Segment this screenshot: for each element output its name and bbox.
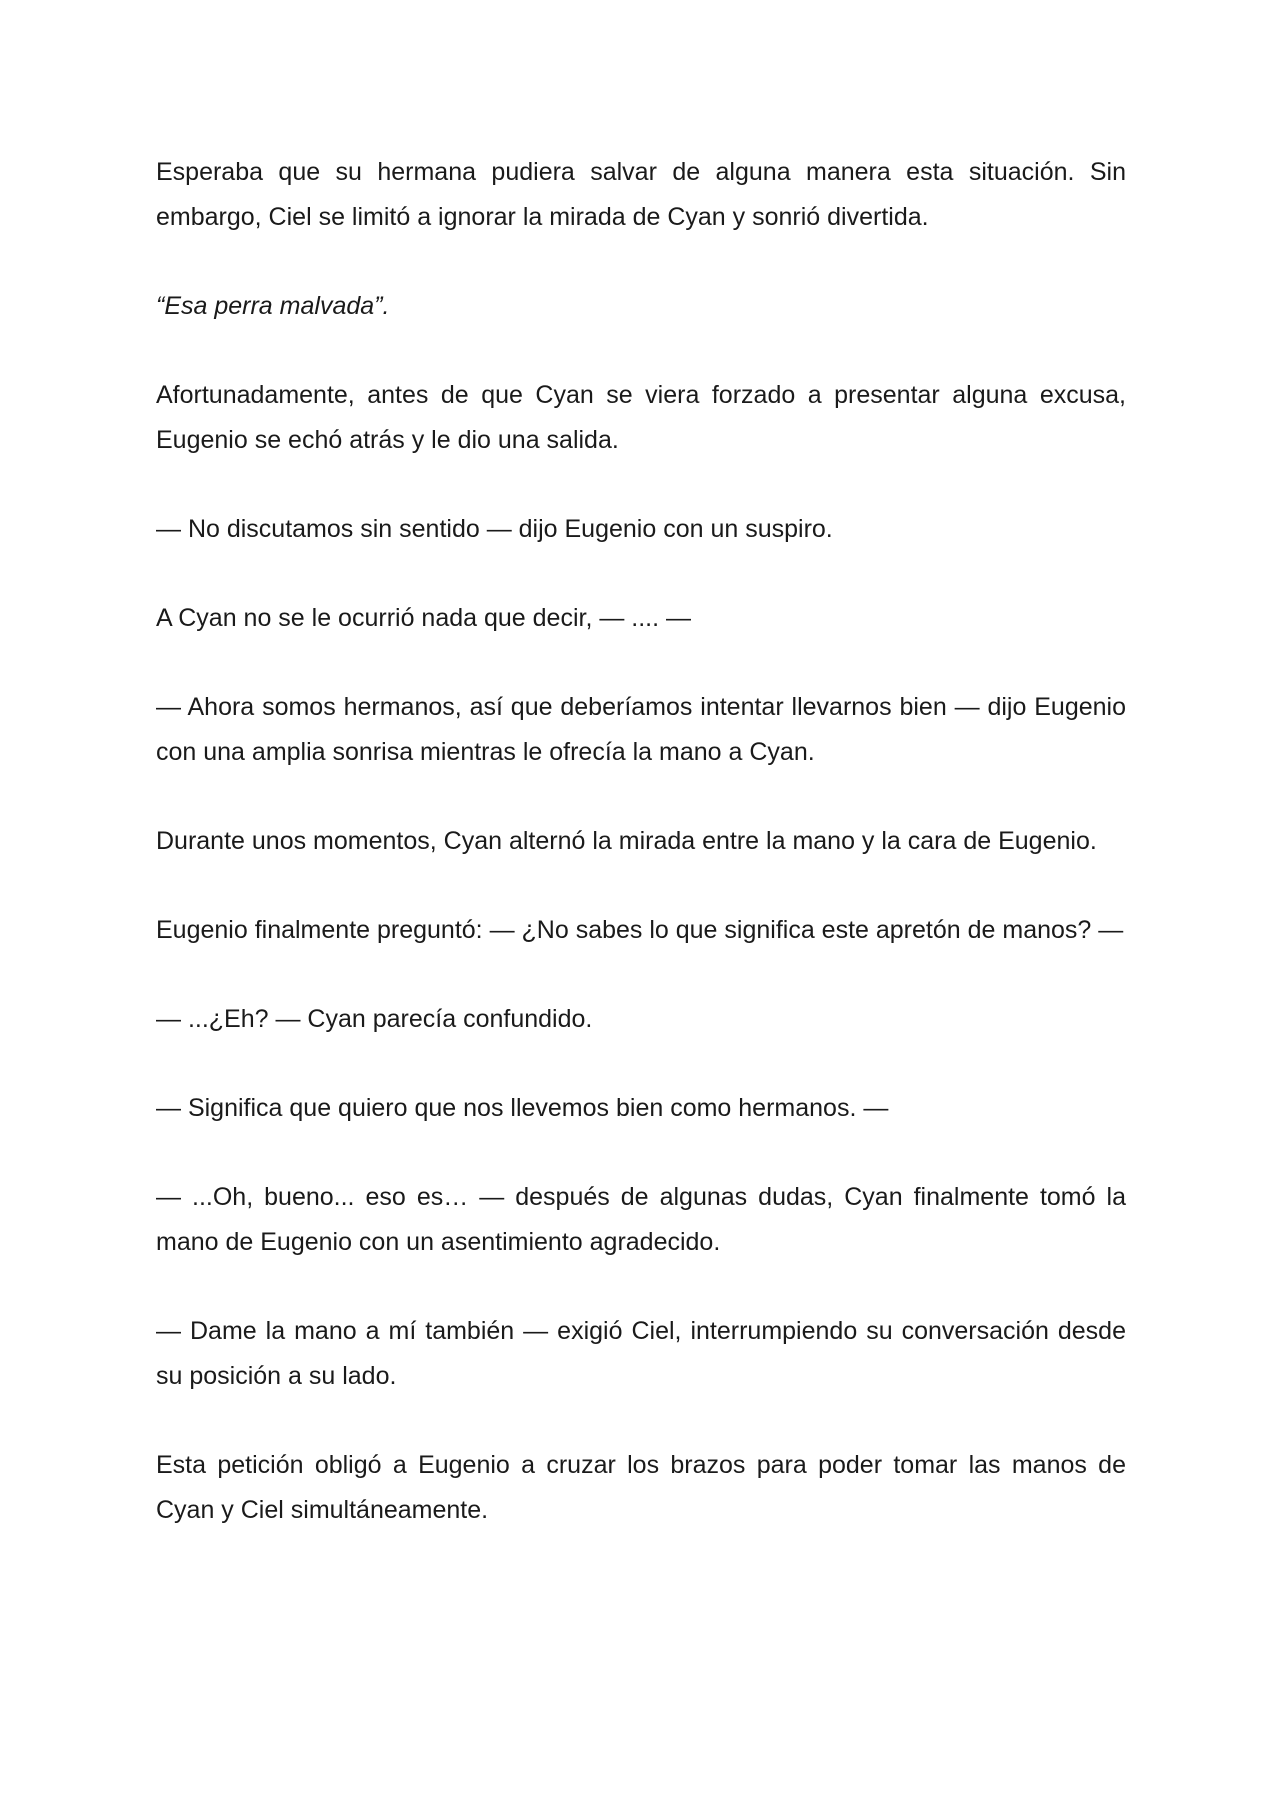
paragraph: — Ahora somos hermanos, así que deberíamos intentar llevarnos bien — dijo Eugenio con una amplia sonrisa mientras le ofrecía la mano a Cyan. [156, 693, 1126, 766]
paragraph: — No discutamos sin sentido — dijo Eugenio con un suspiro. [156, 515, 833, 543]
paragraph: A Cyan no se le ocurrió nada que decir, — .... — [156, 604, 692, 632]
paragraph: — ...¿Eh? — Cyan parecía confundido. [156, 1005, 593, 1033]
paragraph: — Significa que quiero que nos llevemos bien como hermanos. — [156, 1094, 889, 1122]
paragraph: Afortunadamente, antes de que Cyan se viera forzado a presentar alguna excusa, Eugenio se echó atrás y le dio una salida. [156, 381, 1126, 454]
document-page [156, 150, 1126, 1577]
paragraph: Esperaba que su hermana pudiera salvar de alguna manera esta situación. Sin embargo, Ciel se limitó a ignorar la mirada de Cyan y sonrió divertida. [156, 158, 1126, 231]
paragraph: Eugenio finalmente preguntó: — ¿No sabes lo que significa este apretón de manos? — [156, 916, 1124, 944]
paragraph: — Dame la mano a mí también — exigió Ciel, interrumpiendo su conversación desde su posición a su lado. [156, 1317, 1126, 1390]
paragraph: Durante unos momentos, Cyan alternó la mirada entre la mano y la cara de Eugenio. [156, 827, 1097, 855]
paragraph-italic-thought: “Esa perra malvada”. [156, 292, 390, 320]
paragraph: Esta petición obligó a Eugenio a cruzar los brazos para poder tomar las manos de Cyan y Ciel simultáneamente. [156, 1451, 1126, 1524]
paragraph: — ...Oh, bueno... eso es… — después de algunas dudas, Cyan finalmente tomó la mano de Eugenio con un asentimiento agradecido. [156, 1183, 1126, 1256]
